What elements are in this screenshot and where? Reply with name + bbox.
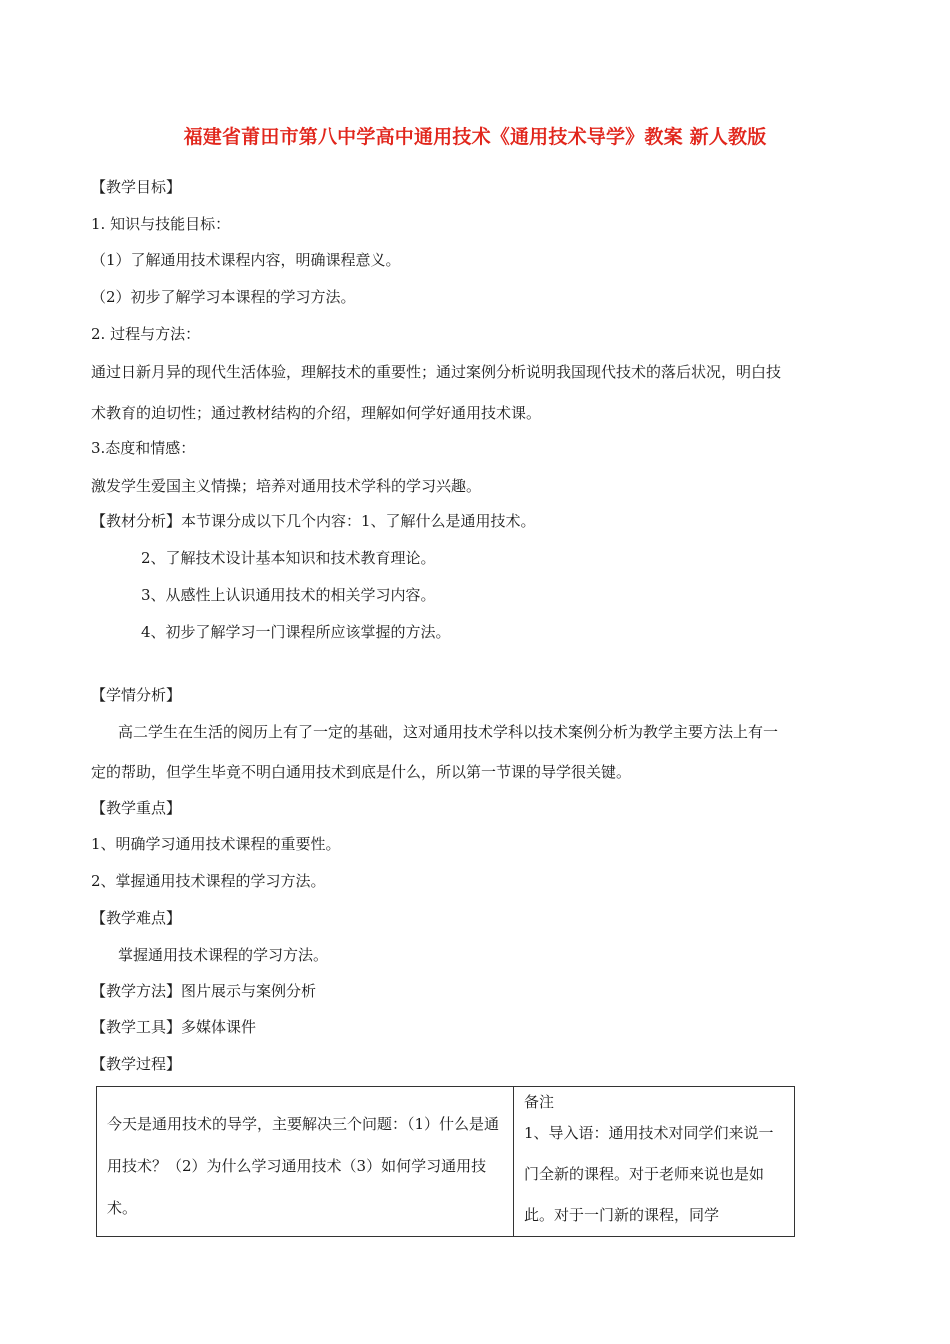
section-heading-goals: 【教学目标】	[91, 178, 182, 196]
goal-attitude-heading: 3.态度和情感：	[91, 439, 196, 457]
material-analysis-line: 【教材分析】本节课分成以下几个内容：1、了解什么是通用技术。	[91, 512, 536, 530]
goal-process-text-line-1: 通过日新月异的现代生活体验，理解技术的重要性；通过案例分析说明我国现代技术的落后状况，明白技	[91, 363, 782, 381]
process-notes-cell	[514, 1087, 795, 1237]
goal-process-text-line-2: 术教育的迫切性；通过教材结构的介绍，理解如何学好通用技术课。	[91, 404, 542, 422]
section-heading-student: 【学情分析】	[91, 686, 182, 704]
goal-process-heading: 2. 过程与方法：	[91, 325, 201, 343]
teaching-tools-line: 【教学工具】多媒体课件	[91, 1018, 257, 1036]
difficulty-text: 掌握通用技术课程的学习方法。	[118, 946, 329, 964]
process-main-text: 今天是通用技术的导学，主要解决三个问题：（1）什么是通用技术？（2）为什么学习通用技术（3）如何学习通用技术。	[107, 1115, 500, 1217]
key-point-2: 2、掌握通用技术课程的学习方法。	[91, 872, 326, 890]
goal-knowledge-heading: 1. 知识与技能目标：	[91, 215, 231, 233]
teaching-method-line: 【教学方法】图片展示与案例分析	[91, 982, 317, 1000]
material-item-3: 3、从感性上认识通用技术的相关学习内容。	[141, 586, 436, 604]
goal-knowledge-item-1: （1）了解通用技术课程内容，明确课程意义。	[91, 251, 401, 269]
material-item-4: 4、初步了解学习一门课程所应该掌握的方法。	[141, 623, 451, 641]
notes-heading: 备注	[524, 1093, 555, 1111]
process-main-cell	[97, 1087, 514, 1237]
section-heading-process: 【教学过程】	[91, 1055, 182, 1073]
student-analysis-line-2: 定的帮助，但学生毕竟不明白通用技术到底是什么，所以第一节课的导学很关键。	[91, 763, 632, 781]
section-heading-key-points: 【教学重点】	[91, 799, 182, 817]
key-point-1: 1、明确学习通用技术课程的重要性。	[91, 835, 341, 853]
student-analysis-line-1: 高二学生在生活的阅历上有了一定的基础，这对通用技术学科以技术案例分析为教学主要方法上有一	[118, 723, 779, 741]
document-title: 福建省莆田市第八中学高中通用技术《通用技术导学》教案 新人教版	[183, 126, 767, 148]
teaching-process-table	[96, 1086, 795, 1237]
goal-knowledge-item-2: （2）初步了解学习本课程的学习方法。	[91, 288, 356, 306]
section-heading-difficulties: 【教学难点】	[91, 909, 182, 927]
material-item-2: 2、了解技术设计基本知识和技术教育理论。	[141, 549, 436, 567]
goal-attitude-text: 激发学生爱国主义情操；培养对通用技术学科的学习兴趣。	[91, 477, 482, 495]
notes-text: 1、导入语：通用技术对同学们来说一门全新的课程。对于老师来说也是如此。对于一门新的课程，同学	[524, 1124, 774, 1224]
